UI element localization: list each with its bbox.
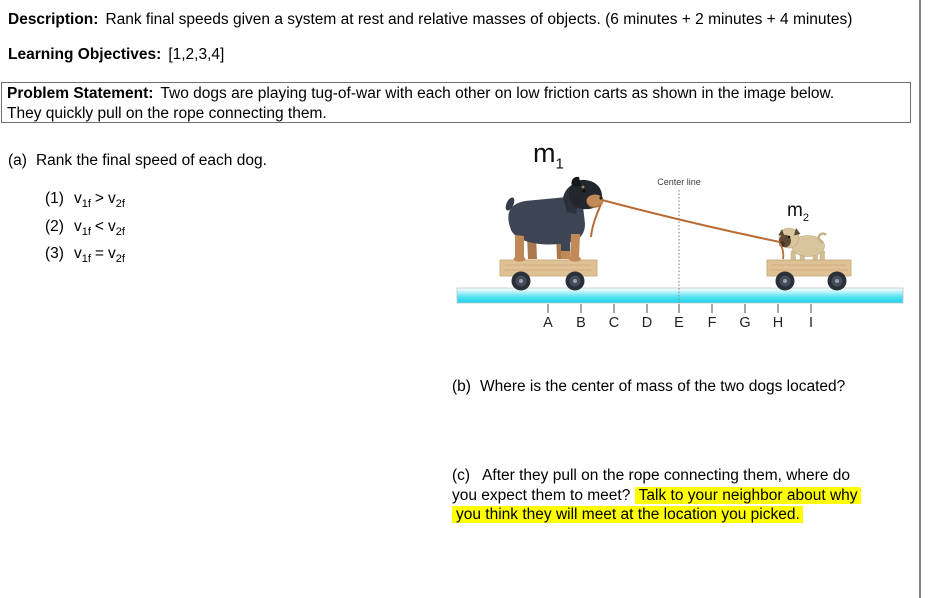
question-c-line-1	[452, 466, 920, 486]
option-2-v2: v	[107, 217, 116, 235]
option-1-v1-sub: 1f	[81, 198, 91, 211]
option-2-v2-sub: 2f	[115, 225, 125, 238]
question-c-text-1: After they pull on the rope connecting them, where do	[482, 467, 850, 484]
problem-text-2: They quickly pull on the rope connecting them.	[7, 104, 327, 122]
objectives-text: [1,2,3,4]	[168, 46, 225, 63]
learning-objectives-line	[8, 45, 224, 65]
question-b-text: Where is the center of mass of the two dogs located?	[479, 378, 846, 395]
ruler-letter-b: B	[576, 315, 586, 331]
question-a-text: Rank the final speed of each dog.	[35, 152, 267, 169]
option-2	[45, 216, 125, 244]
option-1-v2: v	[107, 190, 116, 207]
question-c-line-2	[452, 486, 920, 506]
problem-statement-box	[1, 82, 911, 123]
tug-of-war-figure	[455, 138, 917, 338]
ruler-letter-e: E	[674, 315, 684, 331]
figure-drawing	[455, 138, 917, 338]
ruler-letter-h: H	[772, 315, 784, 331]
ruler-letters	[543, 315, 813, 331]
ruler-ticks	[548, 304, 811, 313]
cart-left-wheel-1	[512, 272, 531, 291]
option-2-operator: <	[94, 217, 104, 235]
question-c-highlight-1: Talk to your neighbor about why	[635, 487, 861, 504]
ruler-letter-c: C	[608, 315, 620, 331]
rope	[591, 200, 783, 259]
pug-dog	[779, 228, 827, 260]
cart-right-wheel-2	[828, 272, 847, 291]
question-c	[452, 466, 920, 525]
problem-line-2	[7, 104, 905, 124]
page-boundary-line	[919, 0, 921, 598]
option-1-v2-sub: 2f	[115, 198, 125, 211]
rottweiler-dog	[504, 177, 604, 262]
option-2-number: (2)	[45, 217, 64, 235]
option-3-v1: v	[73, 245, 82, 263]
mass-1-label: $m_1$	[533, 138, 564, 173]
option-3-v1-sub: 1f	[81, 253, 91, 266]
question-c-line-3	[452, 505, 920, 525]
problem-text-1: Two dogs are playing tug-of-war with each other on low friction carts as shown in the image below.	[160, 85, 835, 102]
option-2-v1: v	[73, 217, 82, 235]
ruler-letter-d: D	[641, 315, 653, 331]
cart-right	[767, 260, 851, 291]
problem-line-1	[7, 84, 905, 104]
question-a-options	[45, 188, 125, 271]
option-2-v1-sub: 1f	[81, 225, 91, 238]
cart-left-wheel-2	[566, 272, 585, 291]
option-3	[45, 243, 125, 271]
description-line	[8, 10, 852, 30]
mass-2-label: $m_2$	[787, 200, 809, 224]
question-b-label: (b)	[452, 378, 471, 395]
question-c-highlight-2: you think they will meet at the location you picked.	[452, 506, 803, 523]
question-c-label: (c)	[452, 467, 471, 484]
option-3-operator: =	[94, 245, 104, 263]
option-1-number: (1)	[45, 190, 64, 207]
question-b	[452, 377, 922, 397]
question-c-text-2: you expect them to meet?	[452, 486, 631, 504]
description-text: Rank final speeds given a system at rest and relative masses of objects. (6 minutes + 2 minutes + 4 minutes)	[105, 11, 853, 28]
question-a-heading	[8, 151, 267, 171]
option-1-v1: v	[73, 190, 82, 207]
cart-left	[500, 260, 597, 291]
ruler-letter-f: F	[707, 315, 717, 331]
option-3-number: (3)	[45, 245, 64, 263]
description-label: Description:	[8, 11, 99, 28]
question-a-label: (a)	[8, 152, 27, 169]
objectives-label: Learning Objectives:	[8, 46, 162, 63]
ruler-letter-a: A	[543, 315, 553, 331]
option-3-v2: v	[107, 245, 116, 263]
option-3-v2-sub: 2f	[115, 253, 125, 266]
cart-right-wheel-1	[776, 272, 795, 291]
center-line-label: Center line	[657, 177, 701, 187]
ruler-letter-i: I	[808, 315, 814, 331]
problem-label: Problem Statement:	[7, 85, 154, 102]
ruler-letter-g: G	[739, 315, 751, 331]
option-1-operator: >	[94, 190, 104, 207]
option-1	[45, 188, 125, 216]
